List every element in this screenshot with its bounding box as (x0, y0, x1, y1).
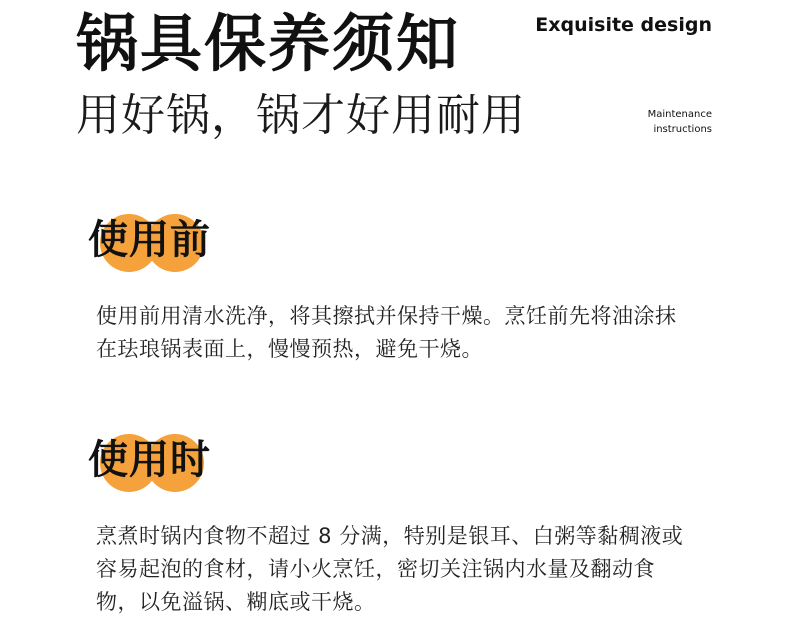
english-subtitle-line-1: Maintenance (647, 109, 712, 120)
page-subtitle: 用好锅，锅才好用耐用 (76, 90, 526, 141)
section-heading-during-use (88, 432, 288, 496)
english-subtitle (648, 107, 712, 137)
english-subtitle-line-2: instructions (653, 124, 712, 135)
section-heading-before-use (88, 212, 288, 276)
section-text-before-use: 使用前用清水洗净，将其擦拭并保持干燥。烹饪前先将油涂抹在珐琅锅表面上，慢慢预热，避免干烧。 (96, 304, 677, 361)
section-text-during-use: 烹煮时锅内食物不超过 8 分满，特别是银耳、白粥等黏稠液或容易起泡的食材，请小火烹饪，密切关注锅内水量及翻动食物，以免溢锅、糊底或干烧。 (96, 524, 684, 614)
section-title-during-use: 使用时 (88, 437, 211, 483)
section-title-before-use: 使用前 (88, 217, 211, 263)
page-title: 锅具保养须知 (76, 7, 461, 80)
english-title: Exquisite design (535, 14, 712, 36)
